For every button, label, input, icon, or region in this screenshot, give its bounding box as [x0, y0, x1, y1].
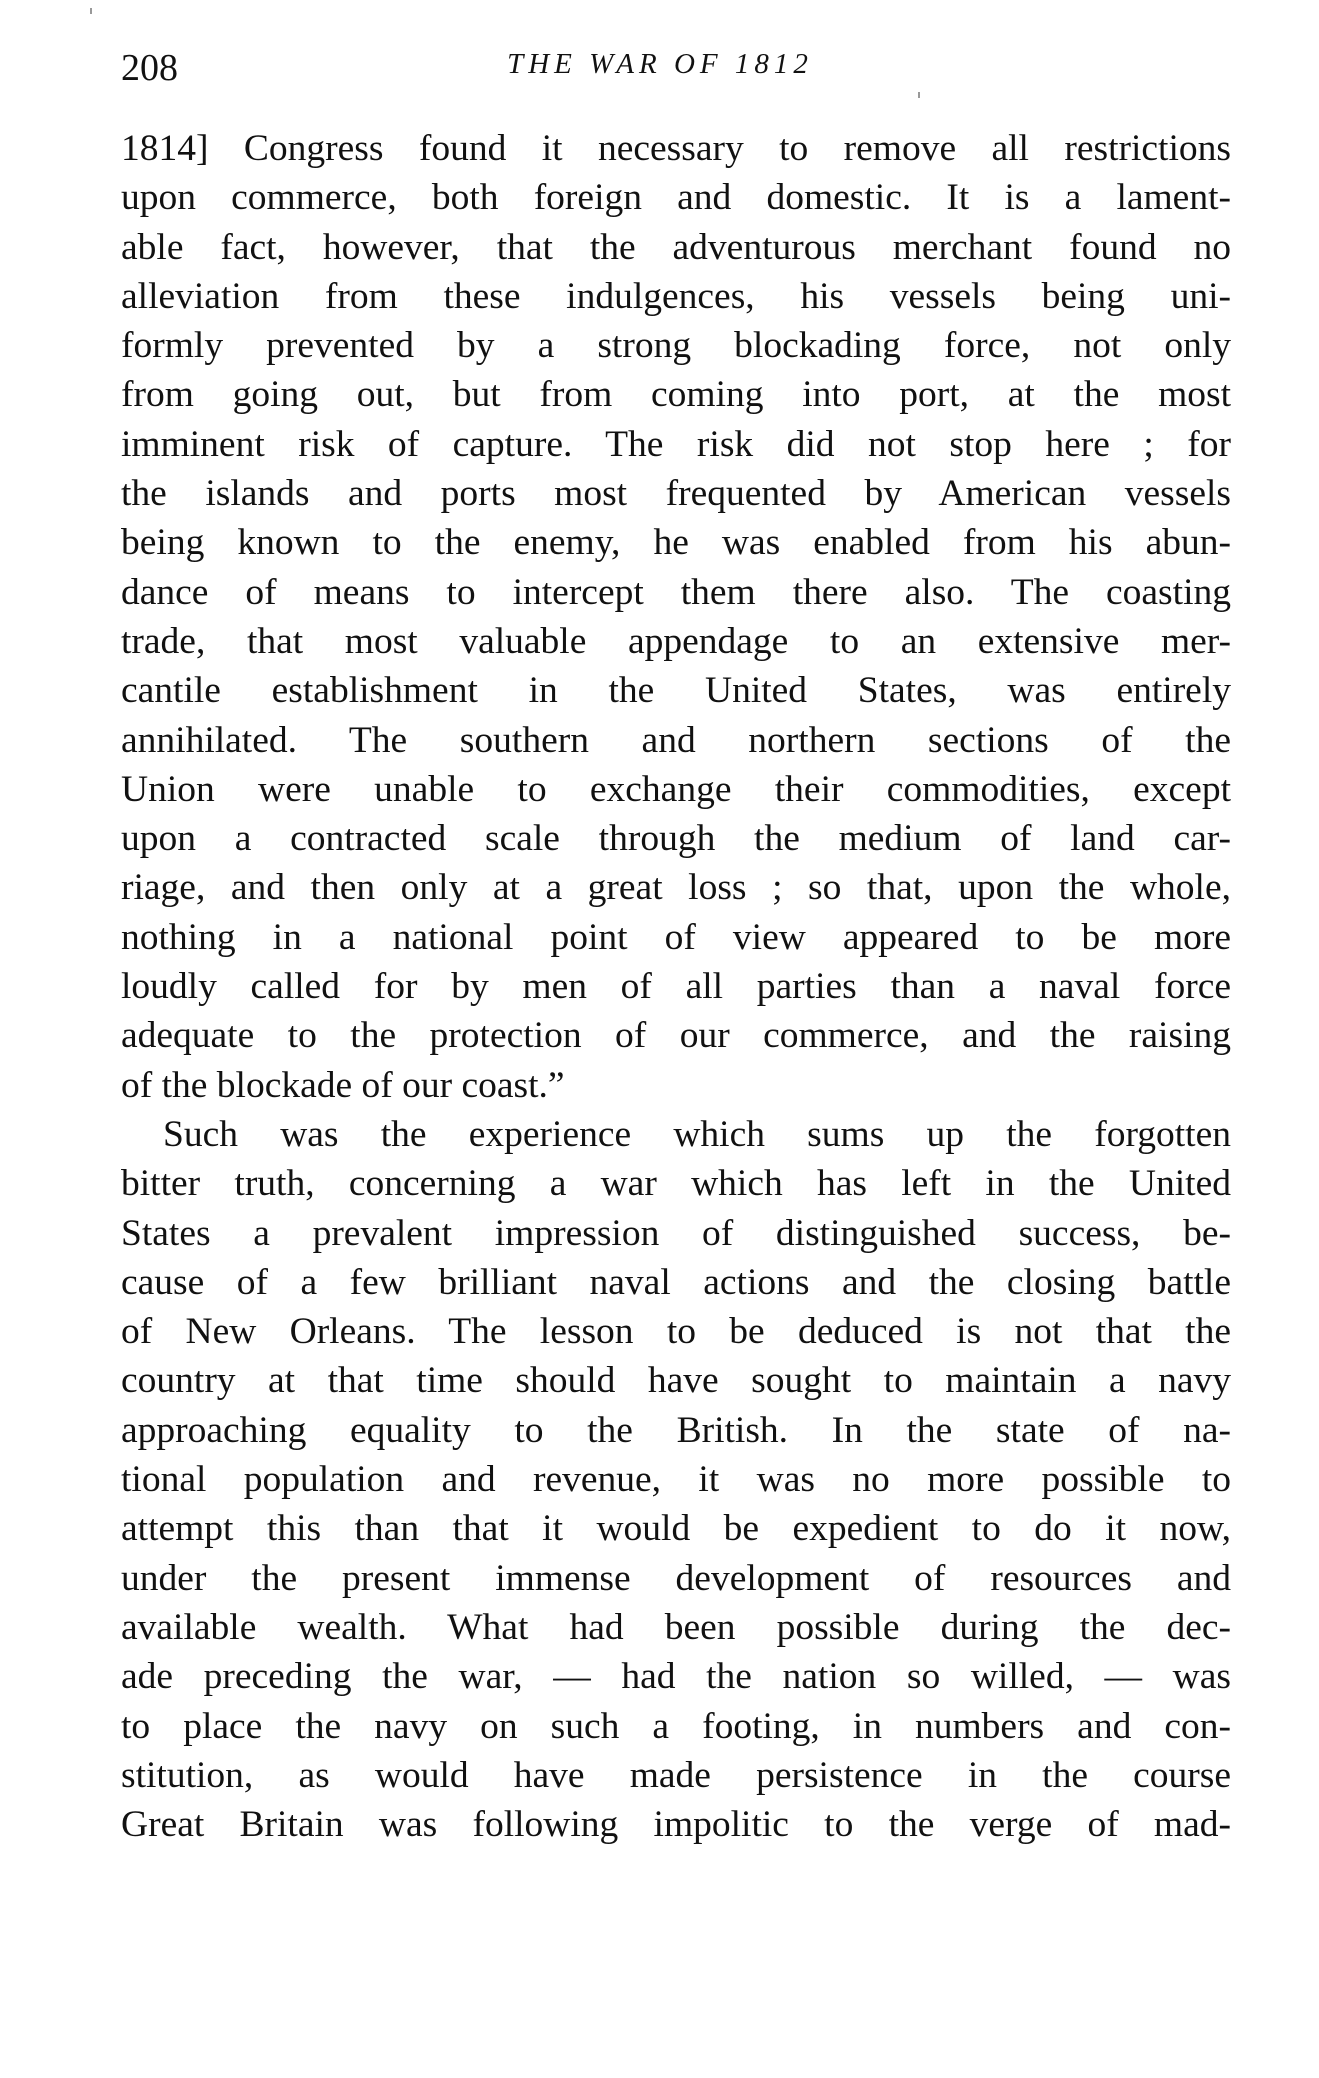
text-line: loudly called for by men of all parties than a naval force [121, 966, 1231, 1008]
text-line: able fact, however, that the adventurous merchant found no [121, 226, 1231, 268]
text-line: States a prevalent impression of distinguished success, be- [121, 1212, 1231, 1254]
text-line: annihilated. The southern and northern sections of the [121, 719, 1231, 761]
scan-speck [918, 92, 920, 98]
running-title: THE WAR OF 1812 [507, 48, 813, 80]
scan-speck [90, 8, 92, 14]
paragraph [121, 124, 1231, 1110]
text-line: imminent risk of capture. The risk did not stop here ; for [121, 423, 1231, 465]
text-line: ade preceding the war, — had the nation so willed, — was [121, 1656, 1231, 1698]
text-line: approaching equality to the British. In the state of na- [121, 1409, 1231, 1451]
text-line: the islands and ports most frequented by American vessels [121, 473, 1231, 515]
text-line: riage, and then only at a great loss ; so that, upon the whole, [121, 867, 1231, 909]
text-line: dance of means to intercept them there also. The coasting [121, 571, 1231, 613]
page-body [121, 124, 1231, 1849]
text-line: trade, that most valuable appendage to an extensive mer- [121, 620, 1231, 662]
text-line: country at that time should have sought to maintain a navy [121, 1360, 1231, 1402]
text-line: cantile establishment in the United States, was entirely [121, 670, 1231, 712]
text-line: of New Orleans. The lesson to be deduced is not that the [121, 1311, 1231, 1353]
text-line: being known to the enemy, he was enabled from his abun- [121, 522, 1231, 564]
text-line: adequate to the protection of our commerce, and the raising [121, 1015, 1231, 1057]
text-line: Union were unable to exchange their commodities, except [121, 768, 1231, 810]
text-line: from going out, but from coming into port, at the most [121, 374, 1231, 416]
text-line: stitution, as would have made persistence in the course [121, 1754, 1231, 1796]
text-line: to place the navy on such a footing, in numbers and con- [121, 1705, 1231, 1747]
paragraph [121, 1110, 1231, 1849]
text-line: formly prevented by a strong blockading force, not only [121, 325, 1231, 367]
text-line: tional population and revenue, it was no more possible to [121, 1459, 1231, 1501]
text-line: Such was the experience which sums up the forgotten [163, 1113, 1231, 1155]
text-line: upon a contracted scale through the medium of land car- [121, 818, 1231, 860]
text-line: available wealth. What had been possible during the dec- [121, 1606, 1231, 1648]
text-line: 1814] Congress found it necessary to remove all restrictions [121, 128, 1231, 169]
page-number: 208 [121, 47, 178, 89]
text-line: under the present immense development of resources and [121, 1557, 1231, 1599]
text-line: of the blockade of our coast.” [121, 1064, 565, 1106]
text-line: alleviation from these indulgences, his vessels being uni- [121, 275, 1231, 317]
text-line: Great Britain was following impolitic to the verge of mad- [121, 1804, 1231, 1846]
text-line: cause of a few brilliant naval actions and the closing battle [121, 1261, 1231, 1303]
text-line: nothing in a national point of view appeared to be more [121, 916, 1231, 958]
text-line: bitter truth, concerning a war which has left in the United [121, 1163, 1231, 1205]
text-line: upon commerce, both foreign and domestic. It is a lament- [121, 177, 1231, 219]
text-line: attempt this than that it would be expedient to do it now, [121, 1508, 1231, 1550]
